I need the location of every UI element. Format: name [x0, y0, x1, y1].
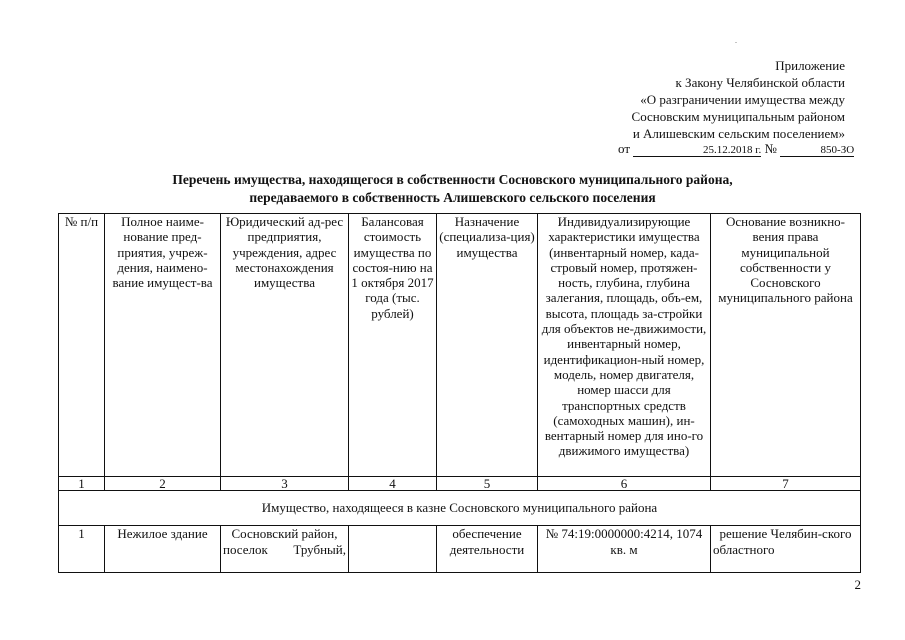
document-title [0, 171, 905, 207]
header-cell-address: Юридический ад-рес предприятия, учреждения, адрес местонахождения имущества [221, 214, 349, 477]
appendix-line: Сосновским муниципальным районом [631, 109, 845, 124]
title-line-2: передаваемого в собственность Алишевского сельского поселения [249, 190, 656, 205]
appendix-line: к Закону Челябинской области [675, 75, 845, 90]
row-address: Сосновский район, поселок Трубный, [221, 526, 349, 573]
header-cell-number: № п/п [59, 214, 105, 477]
appendix-header [632, 57, 845, 142]
column-number: 7 [711, 477, 861, 491]
appendix-line: Приложение [775, 58, 845, 73]
appendix-line: «О разграничении имущества между [640, 92, 845, 107]
section-row [59, 491, 861, 526]
row-number: 1 [59, 526, 105, 573]
law-date: 25.12.2018 г. [633, 144, 761, 157]
header-cell-value: Балансовая стоимость имущества по состоя-нию на 1 октября 2017 года (тыс. рублей) [349, 214, 437, 477]
row-value [349, 526, 437, 573]
page-number: 2 [854, 577, 861, 592]
title-line-1: Перечень имущества, находящегося в собственности Сосновского муниципального района, [172, 172, 733, 187]
column-number: 4 [349, 477, 437, 491]
header-cell-basis: Основание возникно-вения права муниципальной собственности у Сосновского муниципального района [711, 214, 861, 477]
table-header-row [59, 214, 861, 477]
section-title: Имущество, находящееся в казне Сосновского муниципального района [59, 491, 861, 526]
column-number: 2 [105, 477, 221, 491]
law-number: 850-ЗО [780, 144, 854, 157]
row-name: Нежилое здание [105, 526, 221, 573]
table-row [59, 526, 861, 573]
column-number: 5 [437, 477, 538, 491]
column-number: 3 [221, 477, 349, 491]
header-cell-characteristics: Индивидуализирующие характеристики имущества (инвентарный номер, када-стровый номер, протяжен-ность, глубина, глубина залегания, площадь, объ-ем, высота, площадь за-стройки для объектов не-движимости, инвентарный номер, идентификацион-ный номер, модель, номер двигателя, номер шасси для транспортных средств (самоходных машин), ин-вентарный номер для ино-го движимого имущества) [538, 214, 711, 477]
header-cell-purpose: Назначение (специализа-ция) имущества [437, 214, 538, 477]
property-table [58, 213, 861, 573]
ot-label: от [618, 141, 631, 156]
column-numbers-row [59, 477, 861, 491]
row-characteristics: № 74:19:0000000:4214, 1074 кв. м [538, 526, 711, 573]
law-reference [618, 141, 854, 157]
appendix-line: и Алишевским сельским поселением» [632, 126, 845, 141]
header-cell-name: Полное наиме-нование пред-приятия, учреж-дения, наимено-вание имущест-ва [105, 214, 221, 477]
row-basis: решение Челябин-ского областного [711, 526, 861, 573]
column-number: 1 [59, 477, 105, 491]
column-number: 6 [538, 477, 711, 491]
number-label: № [764, 141, 777, 156]
stray-mark: . [735, 36, 737, 45]
row-purpose: обеспечение деятельности [437, 526, 538, 573]
